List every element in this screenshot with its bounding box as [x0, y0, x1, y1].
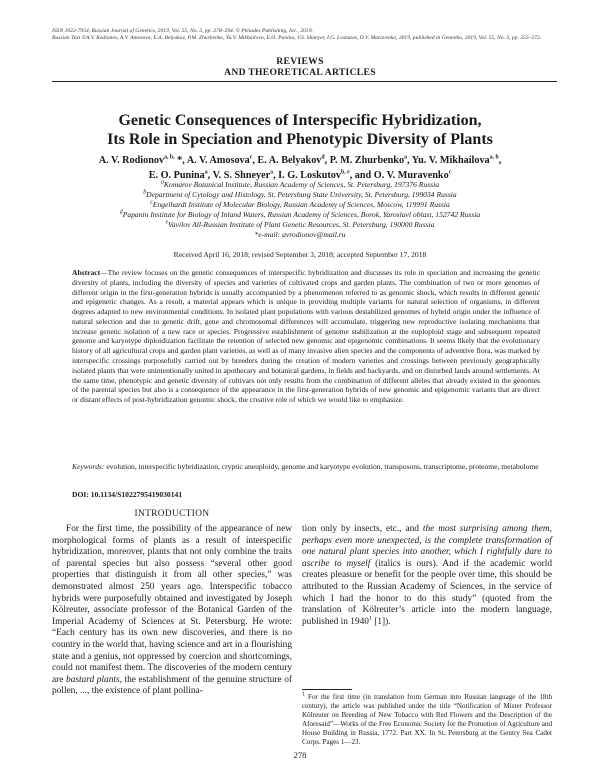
affiliation — [40, 210, 560, 220]
author-affil-mark: d — [321, 154, 325, 161]
author-line2: E. O. Punina$^a$, V. S. Shneyer$^a$, I. G. Loskutov$^{b, e}$, and O. V. Muravenko$^c$ — [148, 169, 452, 181]
intro-italic: the most surprising among them, perhaps even more unexpected, is the complete transformation of one natural plant species into another, which I rightfully dare to ascribe to myself — [302, 524, 553, 569]
affiliation — [40, 180, 560, 190]
introduction-heading: INTRODUCTION — [134, 509, 210, 519]
author-name: A. V. Amosova — [186, 155, 250, 166]
footnote-text: For the first time (in translation from German into Russian language of the 18th century), the article was published under the title “Notification of Mister Professor Kölreuter on Breeding of New Tobacco with Red Flowers and the Description of the Aforesaid”—Works of the Free Economic Society for the Promotion of Agriculture and House Building in Russia, 1772. Part XX. In St. Petersburg at the Gentry Sea Cadet Corps. Pages 1—23. — [302, 693, 552, 746]
author-name: E. A. Belyakov — [257, 155, 322, 166]
affiliation — [40, 200, 560, 210]
abstract-label: Abstract — [72, 268, 101, 277]
author-name: V. S. Shneyer — [212, 170, 271, 181]
author-name: P. M. Zhurbenko — [329, 155, 405, 166]
author-affil-mark: a — [204, 169, 208, 176]
author-affil-mark: a, b — [489, 154, 499, 161]
keywords-text: evolution, interspecific hybridization, cryptic aneuploidy, genome and karyotype evolution, transposons, transcriptome, proteome, metabolome — [106, 462, 539, 471]
title-line2: Its Role in Speciation and Phenotypic Diversity of Plants — [107, 131, 493, 148]
author-affil-mark: a — [404, 154, 407, 161]
body-column-right — [302, 524, 552, 628]
keywords — [72, 462, 540, 472]
author-name: E. O. Punina — [148, 170, 205, 181]
body-column-left — [52, 524, 292, 698]
doi-link[interactable]: DOI: 10.1134/S1022795419030141 — [72, 490, 183, 499]
page-number: 278 — [293, 750, 307, 760]
author-name: I. G. Loskutov — [278, 170, 341, 181]
affiliation-text: Komarov Botanical Institute, Russian Academy of Sciences, St. Petersburg, 197376 Russia — [163, 180, 440, 189]
intro-italic: bastard plants — [65, 674, 120, 685]
affiliation — [40, 220, 560, 230]
intro-text: For the first time, the possibility of the appearance of new morphological forms of plants as a result of interspecific hybridization, moreover, plants that not only combine the traits of parental species but also possess “several other good properties that distinguish it from all other species,” was demonstrated almost 250 years ago. Interspecific tobacco hybrids were purposefully obtained and investigated by Joseph Kölreuter, associate professor of the Botanical Garden of the Imperial Academy of Sciences at St. Petersburg. He wrote: “Each century has its own new discoveries, and there is no country in the world that, having science and art in a flourishing state and a genius, not oppressed by coercion and shortcomings, could not manifest them. The discoveries of the modern century are — [52, 524, 292, 685]
intro-paragraph — [52, 524, 292, 698]
affiliation-mark: a — [160, 179, 164, 186]
footnote — [302, 693, 552, 746]
journal-citation-line: ISSN 1022-7954, Russian Journal of Genetics, 2019, Vol. 55, No. 3, pp. 278–294. © Pleiades Publishing, Inc., 2019. — [52, 28, 313, 34]
affiliation-mark: d — [119, 209, 123, 216]
section-divider — [52, 81, 557, 82]
keywords-label: Keywords: — [72, 462, 105, 471]
intro-text: [1]). — [371, 616, 391, 627]
author-line1: A. V. Rodionov$^{a, b,}$ *, A. V. Amosova$^c$, E. A. Belyakov$^d$, P. M. Zhurbenko$^a$, Yu. V. Mikhailova$^{a, b}$, — [98, 154, 502, 166]
russian-text-line: Russian Text ©A.V. Rodionov, A.V. Amosova, E.A. Belyakov, P.M. Zhurbenko, Yu.V. Mikhailova, E.O. Punina, V.S. Shneyer, I.G. Loskutov, O.V. Muravenko, 2019, published in Genetika, 2019, Vol. 55, No. 3, pp. 255–272. — [52, 35, 542, 42]
affiliation-mark: e — [165, 219, 169, 226]
footnote-mark: 1 — [302, 691, 305, 698]
affiliation-list — [40, 180, 560, 240]
intro-text: (italics is ours). And if the academic world creates pleasure or benefit for the people over time, this should be attributed to the Russian Academy of Sciences, in the service of which I had the honor to do this study” (quoted from the translation of Kölreuter’s article into the modern language, published in 1940 — [302, 558, 552, 627]
journal-header — [52, 28, 557, 42]
author-affil-mark: a — [270, 169, 274, 176]
corresponding-email[interactable]: *e-mail: avrodionov@mail.ru — [254, 230, 346, 239]
affiliation-text: Department of Cytology and Histology, St. Petersburg State University, St. Petersburg, 199034 Russia — [146, 190, 457, 199]
intro-text: tion only by insects, etc., and — [302, 524, 423, 534]
affiliation-text: Papanin Institute for Biology of Inland Waters, Russian Academy of Sciences, Borok, Yaroslavl oblast, 152742 Russia — [122, 210, 481, 219]
author-affil-mark: b, e — [341, 169, 350, 176]
affiliation-text: Engelhardt Institute of Molecular Biology, Russian Academy of Sciences, Moscow, 119991 Russia — [152, 200, 450, 209]
section-label-line2: AND THEORETICAL ARTICLES — [224, 67, 376, 78]
title-line1: Genetic Consequences of Interspecific Hybridization, — [118, 112, 482, 129]
abstract — [72, 268, 540, 405]
article-title — [40, 111, 560, 149]
received-dates: Received April 16, 2018; revised September 3, 2018; accepted September 17, 2018 — [173, 250, 427, 259]
author-affil-mark: a, b, — [164, 154, 175, 161]
section-label-line1: REVIEWS — [276, 56, 324, 67]
author-affil-mark: c — [249, 154, 253, 161]
author-name: A. V. Rodionov — [98, 155, 165, 166]
abstract-text: —The review focuses on the genetic consequences of interspecific hybridization and discusses its role in speciation and increasing the genetic diversity of plants, including the diversity of species and varieties of cultivated crops and garden plants. The combination of two or more genomes of different origin in the first-generation hybrids is usually accompanied by a phenomenon referred to as genomic shock, which results in different genetic and epigenetic changes. As a result, a material appears which is unique in providing multiple variants for natural selection of organisms, in different degrees adapted to new environmental conditions. In isolated plant populations with various destabilized genomes of hybrid origin under the influence of natural selection and due to genetic drift, gene and chromosomal differences will accumulate, triggering new reproductive isolating mechanisms that increase genetic isolation of a new race or species. Progressive establishment of genome stabilization at the euploploid stage and subsequent repeated genome and karyotype diploidization facilitate the retention of selected new genomic and epigenomic combinations. It seems likely that the evolutionary history of all agricultural crops and garden plant varieties, as well as of many invasive alien species and the components of adventive flora, was marked by interspecific crossings purposefully carried out by breeders during the creation of modern varieties and crossings between previously geographically isolated plants that were unintentionally united in apothecary and botanical gardens, in fields and backyards, and on disturbed lands around settlements. At the same time, phenotypic and genetic diversity of cultivars not only results from the combination of different alleles that already existed in the genomes of the parental species but also is a consequence of the appearance in the first-generation hybrids of new genomic and epigenomic variants that are direct or distant effects of post-hybridization genomic shock, the creative role of which we would like to emphasize. — [72, 268, 540, 405]
intro-text: , the establishment of the genuine structure of pollen, ..., the existence of plant pollina- — [52, 674, 292, 697]
affiliation-mark: c — [150, 199, 153, 206]
intro-paragraph-continued — [302, 524, 552, 628]
author-name: Yu. V. Mikhailova — [411, 155, 490, 166]
affiliation-mark: b — [143, 189, 147, 196]
affiliation-text: Vavilov All-Russian Institute of Plant Genetic Resources, St. Petersburg, 190000 Russia — [168, 220, 435, 229]
footnote-divider — [302, 689, 352, 690]
author-affil-mark: c — [448, 169, 452, 176]
author-name: O. V. Muravenko — [373, 170, 449, 181]
affiliation — [40, 190, 560, 200]
footnote-ref[interactable]: 1 — [368, 615, 372, 622]
